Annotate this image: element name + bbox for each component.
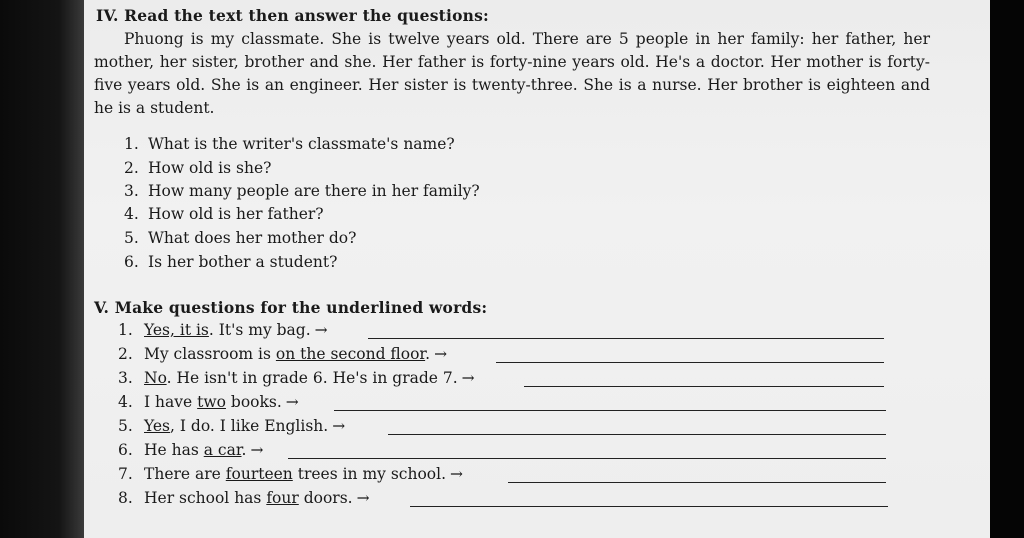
reading-passage xyxy=(94,28,930,120)
arrow-icon: → xyxy=(356,489,370,507)
section-5-heading: V. Make questions for the underlined words: xyxy=(94,298,488,317)
answer-blank-5[interactable] xyxy=(388,434,886,435)
answer-blank-7[interactable] xyxy=(508,482,886,483)
exercise-7: 7. There are fourteen trees in my school. → xyxy=(118,465,464,483)
exercise-4: 4. I have two books. → xyxy=(118,393,299,411)
question-4: 4. How old is her father? xyxy=(124,205,324,223)
arrow-icon: → xyxy=(250,441,264,459)
arrow-icon: → xyxy=(332,417,346,435)
answer-blank-1[interactable] xyxy=(368,338,884,339)
answer-blank-8[interactable] xyxy=(410,506,888,507)
exercise-1: 1. Yes, it is. It's my bag. → xyxy=(118,321,328,339)
question-2: 2. How old is she? xyxy=(124,159,272,177)
arrow-icon: → xyxy=(285,393,299,411)
arrow-icon: → xyxy=(434,345,448,363)
exercise-6: 6. He has a car. → xyxy=(118,441,264,459)
arrow-icon: → xyxy=(461,369,475,387)
passage-text: Phuong is my classmate. She is twelve years old. There are 5 people in her family: her father, her mother, her sister, brother and she. Her father is forty-nine years old. He's a doctor. Her mother is forty-five years old. She is an engineer. Her sister is twenty-three. She is a nurse. Her brother is eighteen and he is a student. xyxy=(94,30,930,117)
answer-blank-4[interactable] xyxy=(334,410,886,411)
arrow-icon: → xyxy=(314,321,328,339)
exercise-3: 3. No. He isn't in grade 6. He's in grade 7. → xyxy=(118,369,475,387)
exercise-2: 2. My classroom is on the second floor. → xyxy=(118,345,448,363)
answer-blank-3[interactable] xyxy=(524,386,884,387)
question-5: 5. What does her mother do? xyxy=(124,229,357,247)
question-1: 1. What is the writer's classmate's name? xyxy=(124,135,455,153)
answer-blank-2[interactable] xyxy=(496,362,884,363)
question-6: 6. Is her bother a student? xyxy=(124,253,338,271)
exercise-5: 5. Yes, I do. I like English. → xyxy=(118,417,346,435)
right-dark-margin xyxy=(990,0,1024,538)
question-3: 3. How many people are there in her family? xyxy=(124,182,480,200)
arrow-icon: → xyxy=(450,465,464,483)
left-dark-margin xyxy=(0,0,84,538)
answer-blank-6[interactable] xyxy=(288,458,886,459)
exercise-8: 8. Her school has four doors. → xyxy=(118,489,370,507)
section-4-heading: IV. Read the text then answer the questions: xyxy=(96,6,489,25)
